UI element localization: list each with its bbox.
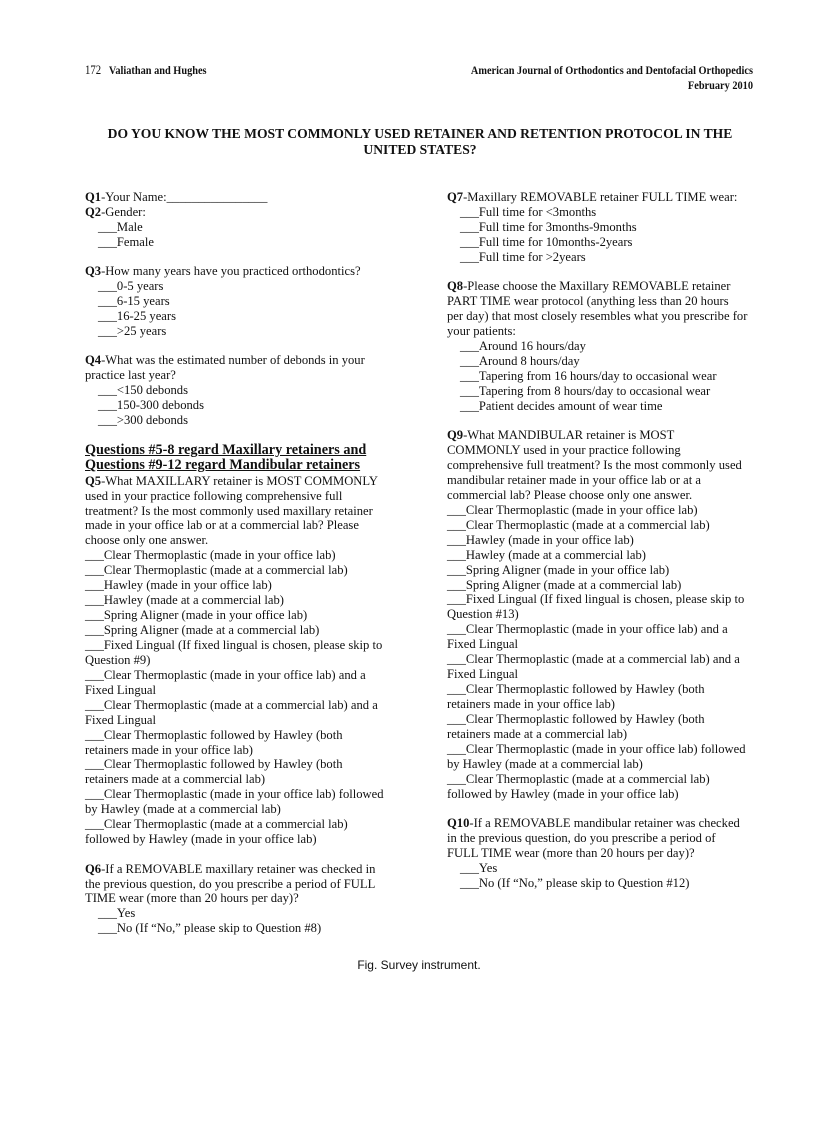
- line-text: TIME wear (more than 20 hours per day)?: [85, 891, 299, 906]
- line-text: ___Patient decides amount of wear time: [460, 398, 663, 413]
- line-text: ___Full time for 10months-2years: [460, 234, 633, 249]
- answer-option: [447, 339, 777, 354]
- text-line: [447, 757, 777, 772]
- answer-option: [447, 250, 777, 265]
- journal-name: American Journal of Orthodontics and Dentofacial Orthopedics: [470, 63, 753, 77]
- line-text: ___Female: [98, 234, 154, 249]
- line-text: used in your practice following comprehensive full: [85, 488, 343, 503]
- text-line: [85, 504, 415, 519]
- line-text: COMMONLY used in your practice following: [447, 443, 681, 458]
- answer-option: [447, 622, 777, 637]
- text-line: [447, 607, 777, 622]
- answer-option: [447, 235, 777, 250]
- line-text: Questions #9-12 regard Mandibular retainers: [85, 457, 361, 474]
- left-column: [85, 190, 415, 936]
- line-text: ___6-15 years: [98, 294, 170, 309]
- question-number: Q10: [447, 816, 470, 831]
- answer-option: [447, 354, 777, 369]
- line-text: mandibular retainer made in your office lab or at a: [447, 472, 701, 487]
- line-text: ___Yes: [460, 860, 498, 875]
- question-number: Q5: [85, 473, 102, 488]
- line-text: treatment? Is the most commonly used maxillary retainer: [85, 503, 373, 518]
- line-text: retainers made in your office lab): [85, 742, 253, 757]
- question-number: Q1: [85, 190, 102, 204]
- answer-option: [447, 518, 777, 533]
- answer-option: [85, 563, 415, 578]
- line-text: ___Full time for 3months-9months: [460, 219, 637, 234]
- text-line: [447, 324, 777, 339]
- line-text: ___Fixed Lingual (If fixed lingual is chosen, please skip to: [447, 592, 745, 607]
- answer-option: [447, 220, 777, 235]
- answer-option: [85, 578, 415, 593]
- line-text: choose only one answer.: [85, 533, 209, 548]
- answer-option: [447, 861, 777, 876]
- text-line: [85, 772, 415, 787]
- answer-option: [85, 698, 415, 713]
- line-text: ___Fixed Lingual (If fixed lingual is chosen, please skip to: [85, 637, 383, 652]
- issue-date: February 2010: [687, 78, 753, 92]
- line-text: ___Clear Thermoplastic (made at a commercial lab): [85, 563, 348, 578]
- answer-option: [447, 548, 777, 563]
- text-line: [85, 489, 415, 504]
- survey-title-line: DO YOU KNOW THE MOST COMMONLY USED RETAINER AND RETENTION PROTOCOL IN THE: [107, 126, 733, 141]
- line-text: commercial lab? Please choose only one answer.: [447, 487, 693, 502]
- text-line: [447, 294, 777, 309]
- line-text: ___Full time for >2years: [460, 249, 586, 264]
- answer-option: [85, 623, 415, 638]
- right-column: [447, 190, 777, 891]
- line-text: in the previous question, do you prescribe a period of: [447, 831, 716, 845]
- line-text: ___Spring Aligner (made in your office lab): [85, 608, 308, 623]
- spacer: [85, 428, 415, 443]
- line-text: ___No (If “No,” please skip to Question #12): [460, 875, 690, 890]
- line-text: ___Clear Thermoplastic (made in your office lab) followed: [85, 787, 384, 802]
- text-line: [85, 368, 415, 383]
- line-text: ___Clear Thermoplastic (made at a commercial lab): [85, 817, 348, 832]
- question-number: Q3: [85, 264, 102, 279]
- line-text: retainers made in your office lab): [447, 697, 615, 711]
- answer-option: [447, 369, 777, 384]
- line-text: ___Male: [98, 219, 143, 234]
- answer-option: [447, 682, 777, 697]
- text-line: [447, 458, 777, 473]
- line-text: ___16-25 years: [98, 309, 176, 324]
- line-text: Fixed Lingual: [447, 637, 519, 652]
- line-text: by Hawley (made at a commercial lab): [447, 756, 643, 771]
- line-text: Fixed Lingual: [447, 667, 519, 682]
- answer-option: [85, 220, 415, 235]
- question-line: [85, 353, 415, 368]
- answer-option: [85, 817, 415, 832]
- line-text: ___Yes: [98, 906, 136, 921]
- text-line: [447, 443, 777, 458]
- line-text: -Gender:: [101, 204, 146, 219]
- line-text: made in your office lab or at a commercial lab? Please: [85, 518, 359, 533]
- answer-option: [85, 728, 415, 743]
- answer-option: [447, 772, 777, 787]
- line-text: followed by Hawley (made in your office lab): [85, 832, 317, 847]
- text-line: [447, 309, 777, 324]
- question-number: Q8: [447, 279, 464, 294]
- text-line: [85, 802, 415, 817]
- line-text: ___Clear Thermoplastic (made in your office lab): [85, 548, 336, 563]
- line-text: ___Hawley (made in your office lab): [85, 578, 272, 593]
- answer-option: [85, 309, 415, 324]
- answer-option: [85, 638, 415, 653]
- text-line: [85, 683, 415, 698]
- line-text: ___Around 8 hours/day: [460, 353, 580, 368]
- question-line: [85, 474, 415, 489]
- answer-option: [447, 578, 777, 593]
- question-number: Q6: [85, 861, 102, 876]
- line-text: ___Around 16 hours/day: [460, 338, 586, 353]
- question-line: [85, 862, 415, 877]
- answer-option: [85, 398, 415, 413]
- line-text: ___Spring Aligner (made in your office lab): [447, 562, 670, 577]
- text-line: [447, 787, 777, 802]
- line-text: your patients:: [447, 324, 516, 338]
- line-text: ___Tapering from 8 hours/day to occasional wear: [460, 383, 711, 398]
- line-text: ___Clear Thermoplastic followed by Hawley (both: [85, 757, 343, 772]
- spacer: [447, 265, 777, 280]
- question-line: [447, 190, 777, 205]
- line-text: Fixed Lingual: [85, 682, 157, 697]
- line-text: ___<150 debonds: [98, 383, 189, 398]
- line-text: followed by Hawley (made in your office lab): [447, 786, 679, 801]
- line-text: retainers made at a commercial lab): [85, 772, 266, 787]
- text-line: [447, 697, 777, 712]
- text-line: [85, 743, 415, 758]
- question-line: [85, 205, 415, 220]
- line-text: -If a REMOVABLE maxillary retainer was checked in: [101, 861, 376, 876]
- answer-option: [447, 399, 777, 414]
- text-line: [85, 877, 415, 892]
- spacer: [85, 250, 415, 265]
- line-text: -How many years have you practiced orthodontics?: [101, 264, 361, 279]
- line-text: -Your Name:________________: [101, 190, 268, 204]
- answer-option: [447, 652, 777, 667]
- line-text: ___Hawley (made in your office lab): [447, 532, 634, 547]
- answer-option: [85, 921, 415, 936]
- line-text: ___Spring Aligner (made at a commercial lab): [447, 577, 682, 592]
- question-line: [447, 279, 777, 294]
- answer-option: [447, 533, 777, 548]
- text-line: [85, 518, 415, 533]
- line-text: the previous question, do you prescribe a period of FULL: [85, 876, 376, 891]
- text-line: [85, 653, 415, 668]
- question-line: [447, 428, 777, 443]
- line-text: -What MANDIBULAR retainer is MOST: [463, 428, 675, 443]
- answer-option: [85, 906, 415, 921]
- line-text: -Maxillary REMOVABLE retainer FULL TIME wear:: [463, 190, 738, 204]
- text-line: [85, 832, 415, 847]
- answer-option: [447, 712, 777, 727]
- answer-option: [85, 413, 415, 428]
- answer-option: [85, 324, 415, 339]
- line-text: ___Clear Thermoplastic (made in your office lab) and a: [85, 667, 366, 682]
- line-text: retainers made at a commercial lab): [447, 726, 628, 741]
- answer-option: [85, 383, 415, 398]
- answer-option: [85, 235, 415, 250]
- text-line: [447, 831, 777, 846]
- answer-option: [447, 384, 777, 399]
- answer-option: [447, 503, 777, 518]
- line-text: ___Clear Thermoplastic (made at a commercial lab): [447, 517, 710, 532]
- line-text: ___Clear Thermoplastic followed by Hawley (both: [85, 727, 343, 742]
- line-text: -What MAXILLARY retainer is MOST COMMONLY: [101, 473, 378, 488]
- line-text: ___150-300 debonds: [98, 398, 204, 413]
- question-line: [85, 264, 415, 279]
- line-text: Fixed Lingual: [85, 712, 157, 727]
- line-text: PART TIME wear protocol (anything less than 20 hours: [447, 294, 729, 309]
- line-text: ___>300 debonds: [98, 413, 189, 428]
- answer-option: [85, 757, 415, 772]
- question-number: Q7: [447, 190, 464, 204]
- answer-option: [447, 742, 777, 757]
- spacer: [85, 847, 415, 862]
- line-text: ___Clear Thermoplastic (made at a commercial lab) and a: [85, 697, 378, 712]
- answer-option: [85, 668, 415, 683]
- text-line: [447, 637, 777, 652]
- line-text: practice last year?: [85, 368, 176, 383]
- answer-option: [85, 593, 415, 608]
- line-text: ___Full time for <3months: [460, 204, 597, 219]
- line-text: comprehensive full treatment? Is the most commonly used: [447, 458, 742, 472]
- line-text: FULL TIME wear (more than 20 hours per day)?: [447, 845, 695, 860]
- text-line: [85, 713, 415, 728]
- answer-option: [85, 608, 415, 623]
- line-text: -Please choose the Maxillary REMOVABLE retainer: [463, 279, 731, 294]
- line-text: ___Hawley (made at a commercial lab): [447, 547, 646, 562]
- answer-option: [85, 294, 415, 309]
- line-text: ___0-5 years: [98, 279, 164, 294]
- running-header-right: [471, 63, 753, 93]
- answer-option: [447, 563, 777, 578]
- line-text: -What was the estimated number of debonds in your: [101, 353, 365, 368]
- question-number: Q4: [85, 353, 102, 368]
- answer-option: [85, 279, 415, 294]
- line-text: -If a REMOVABLE mandibular retainer was checked: [469, 816, 740, 831]
- answer-option: [447, 592, 777, 607]
- line-text: ___Spring Aligner (made at a commercial lab): [85, 623, 320, 637]
- running-header-left: [85, 63, 207, 78]
- spacer: [447, 802, 777, 817]
- line-text: by Hawley (made at a commercial lab): [85, 802, 281, 817]
- survey-title-line: UNITED STATES?: [363, 142, 477, 157]
- line-text: ___Hawley (made at a commercial lab): [85, 593, 284, 608]
- spacer: [447, 414, 777, 429]
- question-line: [447, 816, 777, 831]
- page-number: 172: [85, 63, 102, 77]
- line-text: ___Clear Thermoplastic (made in your office lab) and a: [447, 622, 728, 637]
- answer-option: [447, 876, 777, 891]
- answer-option: [85, 787, 415, 802]
- answer-option: [85, 548, 415, 563]
- question-number: Q2: [85, 204, 102, 219]
- line-text: per day) that most closely resembles what you prescribe for: [447, 309, 748, 324]
- text-line: [447, 846, 777, 861]
- line-text: ___Clear Thermoplastic (made in your office lab) followed: [447, 741, 746, 756]
- line-text: ___Tapering from 16 hours/day to occasional wear: [460, 368, 717, 383]
- question-line: [85, 190, 415, 205]
- section-heading: [85, 458, 415, 474]
- text-line: [85, 891, 415, 906]
- section-heading: [85, 443, 415, 459]
- text-line: [447, 667, 777, 682]
- survey-title: [80, 126, 760, 158]
- line-text: Questions #5-8 regard Maxillary retainers and: [85, 441, 367, 458]
- text-line: [447, 488, 777, 503]
- spacer: [85, 339, 415, 354]
- line-text: ___Clear Thermoplastic followed by Hawley (both: [447, 711, 705, 726]
- line-text: ___>25 years: [98, 324, 167, 338]
- authors: Valiathan and Hughes: [108, 63, 207, 77]
- line-text: ___Clear Thermoplastic (made at a commercial lab) and a: [447, 652, 740, 667]
- figure-caption: Fig. Survey instrument.: [357, 958, 481, 972]
- text-line: [447, 727, 777, 742]
- line-text: ___Clear Thermoplastic (made at a commercial lab): [447, 771, 710, 786]
- line-text: ___Clear Thermoplastic followed by Hawley (both: [447, 682, 705, 697]
- line-text: ___No (If “No,” please skip to Question #8): [98, 921, 322, 936]
- answer-option: [447, 205, 777, 220]
- text-line: [447, 473, 777, 488]
- line-text: ___Clear Thermoplastic (made in your office lab): [447, 502, 698, 517]
- question-number: Q9: [447, 428, 464, 443]
- line-text: Question #13): [447, 607, 519, 622]
- line-text: Question #9): [85, 652, 151, 667]
- text-line: [85, 533, 415, 548]
